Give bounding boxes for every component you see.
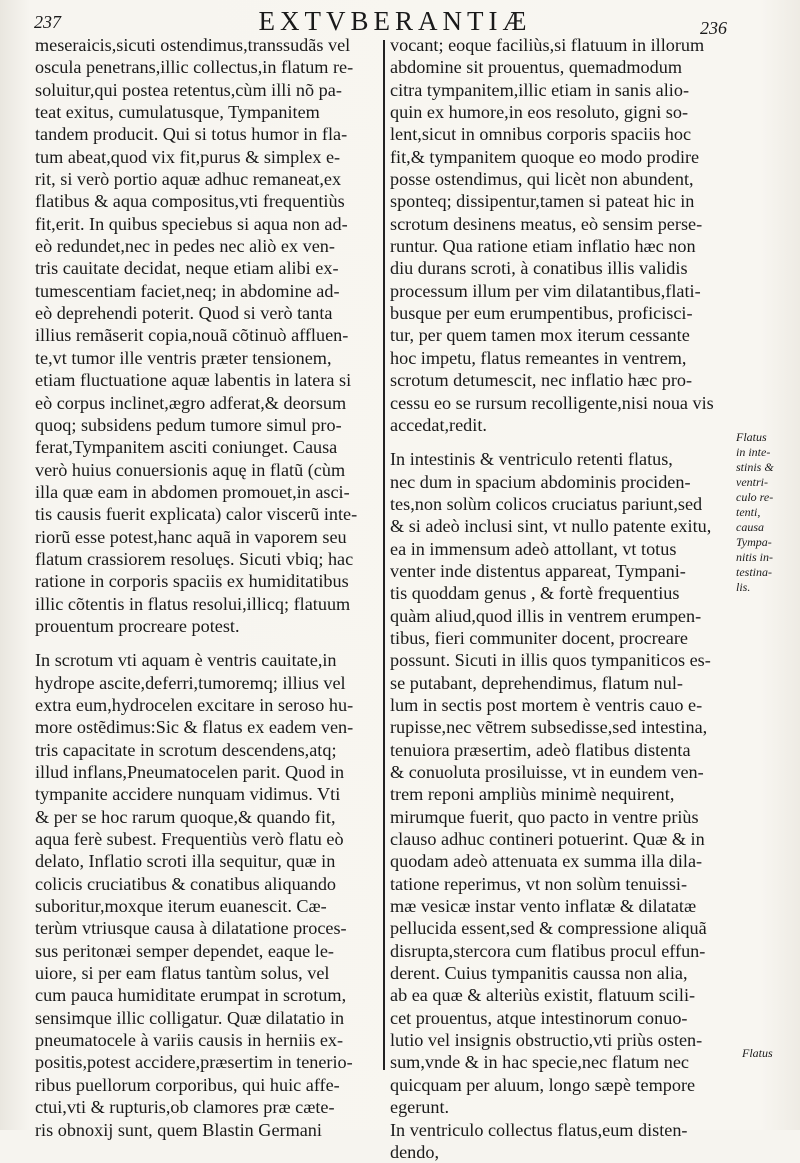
marginal-note-1 xyxy=(736,430,774,595)
marginal-note-line: Flatus xyxy=(736,430,767,444)
text-line: tibus, fieri communiter docent, procreare xyxy=(390,627,688,648)
page-number-right: 236 xyxy=(700,18,727,38)
text-line: suboritur,moxque iterum euanescit. Cæ- xyxy=(35,896,327,917)
text-line: lutio vel insignis obstructio,vti priùs osten- xyxy=(390,1030,703,1051)
text-line: riorũ esse potest,hanc aquã in vaporem seu xyxy=(35,526,347,547)
text-line: uiore, si per eam flatus tantùm solus, vel xyxy=(35,963,330,984)
text-line: possunt. Sicuti in illis quos tympaniticos es- xyxy=(390,650,711,671)
text-line: rit, si verò portio aquæ adhuc remaneat,ex xyxy=(35,169,342,190)
text-line: cessu eo se rursum recolligente,nisi noua vis xyxy=(390,392,714,413)
text-line: trem reponi ampliùs minimè nequirent, xyxy=(390,784,675,805)
text-line: extra eum,hydrocelen excitare in seroso hu- xyxy=(35,694,354,715)
text-line: hoc impetu, flatus remeantes in ventrem, xyxy=(390,347,687,368)
text-line: scrotum desinens meatus, eò sensim perse- xyxy=(390,213,703,234)
text-line: terùm vtriusque causa à dilatatione proces- xyxy=(35,918,347,939)
text-line: tris cauitate decidat, neque etiam alibi ex- xyxy=(35,258,339,279)
text-line: quicquam per aluum, longo sæpè tempore xyxy=(390,1074,696,1095)
text-line: tum abeat,quod vix fit,purus & simplex e- xyxy=(35,146,341,167)
text-line: quin ex humore,in eos resoluto, gigni so- xyxy=(390,102,689,123)
text-line: lum in sectis post mortem è ventris cauo e- xyxy=(390,694,703,715)
text-line: illud inflans,Pneumatocelen parit. Quod in xyxy=(35,762,345,782)
text-line: In scrotum vti aquam è ventris cauitate,in xyxy=(35,650,337,671)
text-line: tatione reperimus, vt non solùm tenuissi- xyxy=(390,873,688,894)
text-line: meseraicis,sicuti ostendimus,transsudãs vel xyxy=(35,35,351,55)
text-line: & si adeò inclusi sint, vt nullo patente exitu, xyxy=(390,516,712,537)
paragraph-gap xyxy=(35,637,380,649)
text-line: venter inde distentus appareat, Tympani- xyxy=(390,560,686,581)
text-line: eò corpus inclinet,ægro adferat,& deorsum xyxy=(35,392,347,413)
text-line: etiam fluctuatione aquæ labentis in latera si xyxy=(35,370,352,391)
left-column xyxy=(35,34,380,1141)
marginal-note-line: Flatus xyxy=(742,1046,773,1060)
text-line: abdomine sit prouentus, quemadmodum xyxy=(390,57,682,78)
text-line: processum illum per vim dilatantibus,flati- xyxy=(390,280,701,301)
text-line: & conuoluta prosiluisse, vt in eundem ven- xyxy=(390,762,704,782)
running-head: EXTVBERANTIÆ xyxy=(258,6,532,36)
text-line: tris capacitate in scrotum descendens,atq; xyxy=(35,739,337,760)
text-line: fit,& tympanitem quoque eo modo prodire xyxy=(390,146,700,167)
text-line: ris obnoxij sunt, quem Blastin Germani xyxy=(35,1119,322,1140)
text-line: quàm aliud,quod illis in ventrem erumpen- xyxy=(390,605,702,626)
marginal-note-line: ventri- xyxy=(736,475,768,489)
text-line: scrotum detumescit, nec inflatio hæc pro- xyxy=(390,370,693,391)
text-line: busque per eum erumpentibus, proficisci- xyxy=(390,303,693,324)
text-line: tympanite accidere nunquam vidimus. Vti xyxy=(35,784,341,805)
text-line: egerunt. xyxy=(390,1097,450,1118)
text-line: In ventriculo collectus flatus,eum disten- xyxy=(390,1119,688,1140)
text-line: dendo, xyxy=(390,1141,439,1162)
text-line: tes,non solùm colicos cruciatus pariunt,sed xyxy=(390,493,703,514)
text-line: nec dum in spacium abdominis prociden- xyxy=(390,471,691,492)
text-line: te,vt tumor ille ventris præter tensionem, xyxy=(35,347,332,368)
text-line: ferat,Tympanitem asciti coniunget. Causa xyxy=(35,437,338,458)
text-line: ea in immensum adeò attollant, vt totus xyxy=(390,538,677,559)
marginal-note-line: in inte- xyxy=(736,445,771,459)
marginal-note-line: tenti, xyxy=(736,505,761,519)
text-line: tandem producit. Qui si totus humor in fla- xyxy=(35,124,348,145)
text-line: & per se hoc rarum quoque,& quando fit, xyxy=(35,806,336,827)
right-column xyxy=(390,34,734,1163)
text-line: posse ostendimus, qui licèt non abundent, xyxy=(390,169,694,190)
text-line: positis,potest accidere,præsertim in tenerio- xyxy=(35,1052,353,1073)
text-line: tumescentiam faciet,neq; in abdomine ad- xyxy=(35,280,340,301)
text-line: tenuiora præsertim, adeò flatibus distenta xyxy=(390,739,691,760)
text-line: clauso adhuc contineri potuerint. Quæ & in xyxy=(390,829,705,850)
text-line: pneumatocele à variis causis in herniis ex- xyxy=(35,1030,344,1051)
text-line: prouentum procreare potest. xyxy=(35,615,240,636)
text-line: quoq; subsidens pedum tumore simul pro- xyxy=(35,414,342,435)
text-line: eò redundet,nec in pedes nec aliò ex ven- xyxy=(35,236,335,257)
text-line: colicis cruciatibus & conatibus aliquando xyxy=(35,873,337,894)
column-rule xyxy=(383,40,385,1070)
text-line: diu durans scroti, à conatibus illis validis xyxy=(390,258,688,279)
marginal-note-line: culo re- xyxy=(736,490,774,504)
text-line: hydrope ascite,deferri,tumoremq; illius vel xyxy=(35,672,346,693)
text-line: vocant; eoque faciliùs,si flatuum in illorum xyxy=(390,35,705,55)
text-line: illic cõtentis in flatus resolui,illicq; flatuum xyxy=(35,593,351,614)
marginal-note-line: lis. xyxy=(736,580,751,594)
text-line: fit,erit. In quibus speciebus si aqua non ad- xyxy=(35,213,348,234)
text-line: pellucida essent,sed & compressione aliquã xyxy=(390,918,707,939)
paragraph-gap xyxy=(390,436,734,448)
marginal-note-line: Tympa- xyxy=(736,535,772,549)
text-line: runtur. Qua ratione etiam inflatio hæc non xyxy=(390,236,696,257)
text-line: mæ vesicæ instar vento inflatæ & dilatatæ xyxy=(390,896,697,917)
text-line: oscula penetrans,illic collectus,in flatum re- xyxy=(35,57,354,78)
page-number-left: 237 xyxy=(34,12,61,32)
text-line: illius remãserit copia,nouã cõtinuò affluen- xyxy=(35,325,349,346)
text-line: teat exitus, cumulatusque, Tympanitem xyxy=(35,102,320,123)
page-header xyxy=(0,4,800,38)
text-line: eò deprehendi poterit. Quod si verò tanta xyxy=(35,303,333,324)
marginal-note-line: causa xyxy=(736,520,764,534)
text-line: cet prouentus, atque intestinorum conuo- xyxy=(390,1007,688,1028)
text-line: ab ea quæ & alteriùs existit, flatuum scili- xyxy=(390,985,696,1006)
text-line: verò huius conuersionis aquę in flatũ (cùm xyxy=(35,459,346,480)
text-line: sum,vnde & in hac specie,nec flatum nec xyxy=(390,1052,689,1073)
text-line: ctui,vti & rupturis,ob clamores præ cæte- xyxy=(35,1097,335,1118)
text-line: soluitur,qui postea retentus,cùm illi nõ pa- xyxy=(35,79,342,100)
marginal-note-line: stinis & xyxy=(736,460,774,474)
text-line: aqua ferè subest. Frequentiùs verò flatu eò xyxy=(35,829,344,850)
text-line: flatibus & aqua compositus,vti frequentiùs xyxy=(35,191,345,212)
text-line: ribus puellorum corporibus, qui huic affe- xyxy=(35,1074,340,1095)
text-line: illa quæ eam in abdomen promouet,in asci- xyxy=(35,481,350,502)
text-line: sensimque illic colligatur. Quæ dilatatio in xyxy=(35,1007,345,1028)
text-line: ratione in corporis spaciis ex humiditatibus xyxy=(35,571,349,592)
marginal-note-line: testina- xyxy=(736,565,772,579)
marginal-note-2 xyxy=(742,1046,773,1061)
text-line: sus peritonæi semper dependet, eaque le- xyxy=(35,940,334,961)
text-line: more ostẽdimus:Sic & flatus ex eadem ven- xyxy=(35,717,354,738)
text-line: mirumque fuerit, quo pacto in ventre priùs xyxy=(390,806,699,827)
text-line: sponteq; dissipentur,tamen si pateat hic in xyxy=(390,191,695,212)
text-line: se putabant, deprehendimus, flatum nul- xyxy=(390,672,683,693)
text-line: tur, per quem tamen mox iterum cessante xyxy=(390,325,690,346)
text-line: quodam adeò attenuata ex summa illa dila- xyxy=(390,851,703,872)
marginal-note-line: nitis in- xyxy=(736,550,774,564)
text-line: citra tympanitem,illic etiam in sanis alio- xyxy=(390,79,690,100)
text-line: disrupta,stercora cum flatibus procul effun- xyxy=(390,940,706,961)
text-line: In intestinis & ventriculo retenti flatus, xyxy=(390,449,673,470)
text-line: lent,sicut in omnibus corporis spaciis hoc xyxy=(390,124,692,145)
text-line: rupisse,nec vẽtrem subsedisse,sed intestina, xyxy=(390,717,708,738)
text-line: derent. Cuius tympanitis caussa non alia, xyxy=(390,963,688,984)
text-line: accedat,redit. xyxy=(390,414,487,435)
text-line: flatum crassiorem resoluęs. Sicuti vbiq; hac xyxy=(35,548,354,569)
text-line: delato, Inflatio scroti illa sequitur, quæ in xyxy=(35,851,336,872)
text-line: tis causis fuerit explicata) calor viscerũ inte- xyxy=(35,504,358,525)
text-line: tis quoddam genus , & fortè frequentius xyxy=(390,583,680,604)
text-line: cum pauca humiditate erumpat in scrotum, xyxy=(35,985,347,1006)
